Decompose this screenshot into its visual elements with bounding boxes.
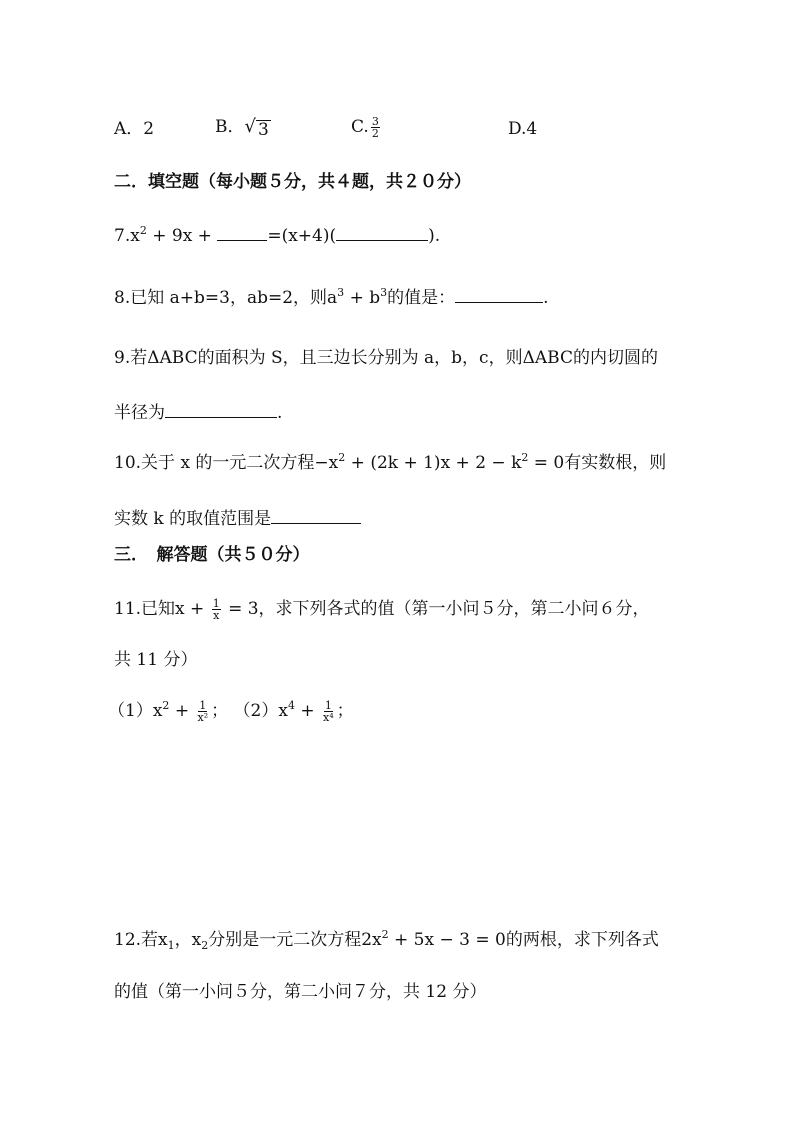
choice-c-prefix: C. [351,117,369,137]
section2-title: 二．填空题（每小题５分，共４题，共２０分） [114,172,471,192]
choice-d [508,117,537,141]
choice-a-text: A．2 [114,119,155,139]
choice-d-text: D.4 [508,119,538,139]
question-9-line2: 半径为 . [114,399,282,425]
question-11-line2: 共 11 分） [114,650,198,670]
q11-part2-fraction: $\frac{1}{\text{x⁴}}$ [323,699,334,724]
choice-b-prefix: B． [215,117,245,137]
section3-title: 三． 解答题（共５０分） [114,545,310,565]
answer-blank-7b[interactable] [336,222,428,241]
question-10-line1: 10.关于 x 的一元二次方程$-x^2 + (2k + 1)x + 2 - k^2 = 0$有实数根，则 [114,451,667,473]
question-11-parts: $(1)x^2$ + $\frac{1}{\text{x²}}$ ； $(2)x^4$ + $\frac{1}{\text{x⁴}}$ ； [108,699,354,724]
choice-b [215,115,271,139]
answer-blank-7a[interactable] [217,222,267,241]
answer-blank-10[interactable] [271,505,361,524]
question-7: $7.x^2 + 9x + =(x+4)$( ). [114,224,441,246]
question-11-line1: 11.已知x + $\frac{1}{x}$ = 3，求下列各式的值（第一小问５分，第二小问６分， [114,597,650,622]
sqrt-symbol: √ 3 [244,116,269,140]
question-10-line2: 实数 k 的取值范围是 [114,505,361,531]
choice-a [114,117,154,141]
question-8: 8.已知 a+b=3，ab=2，则$a^3 + b^3$的值是： . [114,286,549,308]
question-12-line1: 12.若$x_1$，$x_2$分别是一元二次方程$2x^2 + 5x - 3 = 0$的两根，求下列各式 [114,928,659,952]
q11-part1-fraction: $\frac{1}{\text{x²}}$ [197,699,209,724]
q11-fraction: $\frac{1}{x}$ [212,597,220,622]
choice-c-fraction: $\frac{3}{2}$ [371,115,379,140]
answer-blank-8[interactable] [455,284,543,303]
question-9-line1: 9.若ΔABC的面积为 S，且三边长分别为 a，b，c，则ΔABC的内切圆的 [114,348,658,368]
answer-blank-9[interactable] [165,399,277,418]
question-12-line2: 的值（第一小问５分，第二小问７分，共 12 分） [114,982,487,1002]
choice-c [351,115,382,139]
choice-b-radicand: 3 [257,120,269,140]
